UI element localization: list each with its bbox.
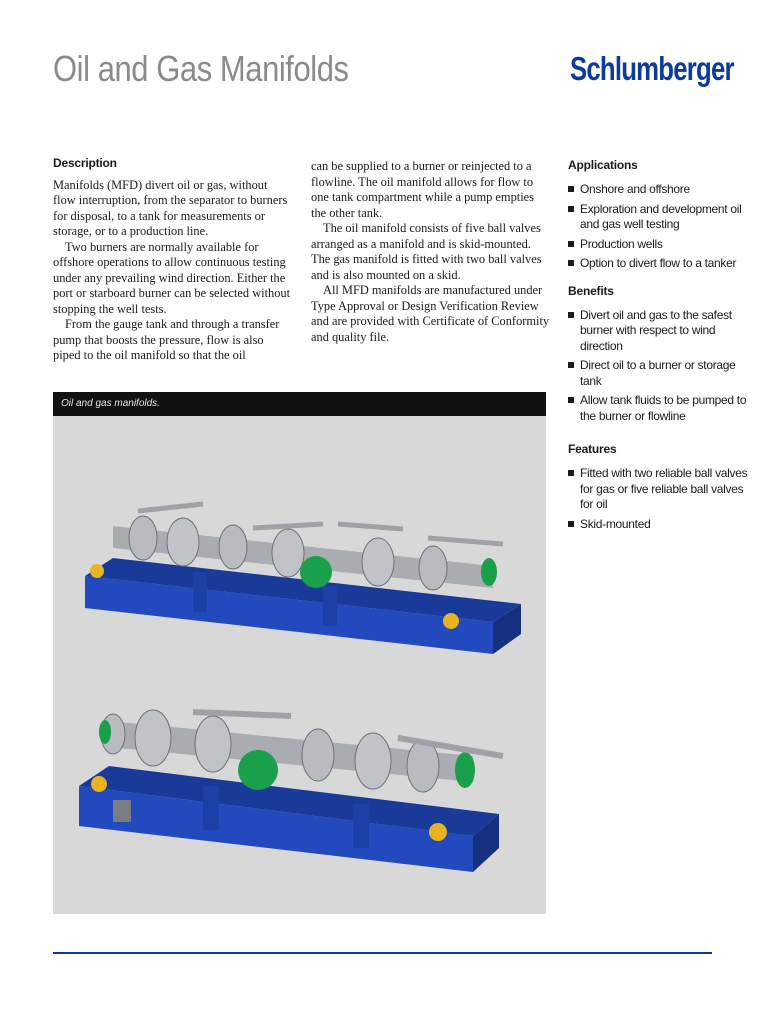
description-paragraph: The oil manifold consists of five ball valves arranged as a manifold and is skid-mounted. The gas manifold is fitted with two ball valves and is also mounted on a skid. [311, 221, 542, 282]
description-column-1 [53, 156, 293, 364]
figure-caption: Oil and gas manifolds. [53, 392, 546, 416]
brand-logo: Schlumberger [570, 50, 734, 87]
list-item: Exploration and development oil and gas well testing [568, 202, 758, 233]
features-list [568, 466, 758, 532]
description-paragraph: Manifolds (MFD) divert oil or gas, without flow interruption, from the separator to burners for disposal, to a tank for measurements or storage, or to a production line. [53, 177, 288, 238]
description-column-2 [311, 159, 551, 345]
benefits-list [568, 308, 758, 425]
features-heading: Features [568, 442, 617, 456]
description-paragraph: All MFD manifolds are manufactured under Type Approval or Design Verification Review and are provided with Certificate of Conformity and quality file. [311, 283, 550, 344]
description-paragraph: can be supplied to a burner or reinjected to a flowline. The oil manifold allows for flow to one tank compartment while a pump empties the other tank. [311, 159, 534, 220]
figure [53, 392, 546, 914]
sidebar [568, 158, 758, 544]
list-item: Divert oil and gas to the safest burner with respect to wind direction [568, 308, 758, 355]
page-title: Oil and Gas Manifolds [53, 48, 349, 89]
list-item: Allow tank fluids to be pumped to the burner or flowline [568, 393, 758, 424]
description-paragraph: From the gauge tank and through a transfer pump that boosts the pressure, flow is also piped to the oil manifold so that the oil [53, 317, 280, 362]
description-paragraph: Two burners are normally available for offshore operations to allow continuous testing under any prevailing wind direction. Either the port or starboard burner can be selected without stopping the well tests. [53, 239, 291, 316]
manifold-photo [53, 416, 546, 914]
list-item: Option to divert flow to a tanker [568, 256, 758, 272]
list-item: Fitted with two reliable ball valves for gas or five reliable ball valves for oil [568, 466, 758, 513]
applications-list [568, 182, 758, 272]
list-item: Production wells [568, 237, 758, 253]
list-item: Onshore and offshore [568, 182, 758, 198]
benefits-heading: Benefits [568, 283, 614, 298]
list-item: Skid-mounted [568, 517, 758, 533]
footer-rule [53, 952, 712, 954]
list-item: Direct oil to a burner or storage tank [568, 358, 758, 389]
applications-heading: Applications [568, 158, 638, 172]
description-heading: Description [53, 156, 117, 170]
